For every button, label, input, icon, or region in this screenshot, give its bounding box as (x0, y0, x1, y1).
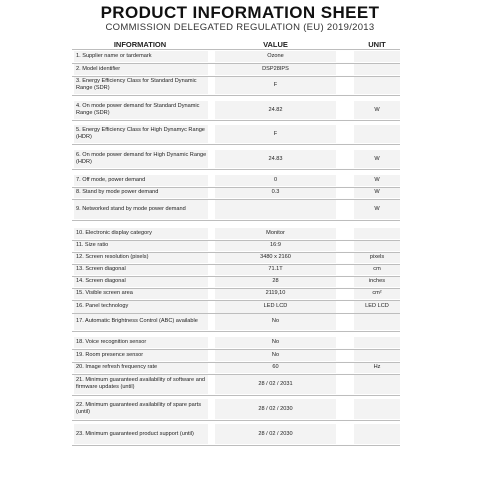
page-subtitle: COMMISSION DELEGATED REGULATION (EU) 2019/2013 (105, 22, 375, 33)
cell-info: 23. Minimum guaranteed product support (until) (74, 424, 208, 444)
row-divider (72, 240, 400, 241)
cell-info: 7. Off mode, power demand (74, 175, 208, 186)
cell-unit: pixels (354, 252, 400, 263)
header-information: INFORMATION (113, 40, 167, 49)
cell-info: 10. Electronic display category (74, 228, 208, 239)
cell-unit (354, 240, 400, 251)
cell-unit (354, 399, 400, 419)
table-row (0, 350, 480, 361)
cell-value: LED LCD (215, 301, 336, 312)
row-divider (72, 120, 400, 121)
table-row (0, 337, 480, 348)
row-divider (72, 349, 400, 350)
row-divider (72, 63, 400, 64)
cell-unit (354, 374, 400, 394)
row-divider (72, 144, 400, 145)
row-divider (72, 252, 400, 253)
cell-info: 18. Voice recognition sensor (74, 337, 208, 348)
table-row (0, 51, 480, 62)
cell-value: 24.82 (215, 101, 336, 119)
header-unit: UNIT (368, 40, 386, 49)
table-row (0, 199, 480, 219)
table-row (0, 276, 480, 287)
cell-value: F (215, 76, 336, 94)
row-divider (72, 220, 400, 221)
table-row (0, 228, 480, 239)
row-divider (72, 288, 400, 289)
cell-unit: W (354, 101, 400, 119)
row-divider (72, 313, 400, 314)
table-row (0, 240, 480, 251)
cell-info: 1. Supplier name or tardemark (74, 51, 208, 62)
cell-unit (354, 64, 400, 75)
cell-info: 12. Screen resolution (pixels) (74, 252, 208, 263)
row-divider (72, 374, 400, 375)
cell-unit: inches (354, 276, 400, 287)
table-row (0, 252, 480, 263)
header-value: VALUE (263, 40, 288, 49)
cell-info: 13. Screen diagonal (74, 264, 208, 275)
row-divider (72, 169, 400, 170)
cell-value: 28 / 02 / 2031 (215, 374, 336, 394)
table-row (0, 301, 480, 312)
cell-value: 28 (215, 276, 336, 287)
cell-unit (354, 125, 400, 143)
cell-unit (354, 51, 400, 62)
cell-unit: W (354, 199, 400, 219)
cell-value: 28 / 02 / 2030 (215, 399, 336, 419)
cell-value: 0 (215, 175, 336, 186)
table-row (0, 76, 480, 94)
cell-value: 71.1T (215, 264, 336, 275)
cell-value: Monitor (215, 228, 336, 239)
cell-value: 60 (215, 362, 336, 373)
cell-info: 20. Image refresh frequency rate (74, 362, 208, 373)
cell-unit (354, 424, 400, 444)
table-row (0, 187, 480, 198)
cell-info: 11. Size ratio (74, 240, 208, 251)
cell-unit: W (354, 187, 400, 198)
cell-info: 21. Minimum guaranteed availability of software and firmware updates (until) (74, 374, 208, 394)
cell-info: 16. Panel technology (74, 301, 208, 312)
cell-value: 16:9 (215, 240, 336, 251)
table-row (0, 64, 480, 75)
cell-value: DSP28IPS (215, 64, 336, 75)
cell-unit (354, 350, 400, 361)
cell-unit: W (354, 150, 400, 168)
cell-unit (354, 76, 400, 94)
cell-unit: Hz (354, 362, 400, 373)
cell-value: No (215, 312, 336, 330)
cell-value: 28 / 02 / 2030 (215, 424, 336, 444)
row-divider (72, 362, 400, 363)
cell-value: 24.83 (215, 150, 336, 168)
cell-value: 0.3 (215, 187, 336, 198)
row-divider (72, 445, 400, 446)
row-divider (72, 187, 400, 188)
cell-unit: LED LCD (354, 301, 400, 312)
cell-value: Ozone (215, 51, 336, 62)
row-divider (72, 264, 400, 265)
cell-info: 19. Room presence sensor (74, 350, 208, 361)
cell-unit: cm (354, 264, 400, 275)
table-row (0, 288, 480, 299)
cell-unit: cm² (354, 288, 400, 299)
cell-info: 5. Energy Efficiency Class for High Dynamyc Range (HDR) (74, 125, 208, 143)
row-divider (72, 199, 400, 200)
cell-value: 3480 x 2160 (215, 252, 336, 263)
row-divider (72, 420, 400, 421)
cell-info: 6. On mode power demand for High Dynamic Range (HDR) (74, 150, 208, 168)
cell-value: No (215, 337, 336, 348)
cell-info: 4. On mode power demand for Standard Dynamic Range (SDR) (74, 101, 208, 119)
cell-info: 8. Stand by mode power demand (74, 187, 208, 198)
cell-unit (354, 312, 400, 330)
cell-unit: W (354, 175, 400, 186)
table-row (0, 312, 480, 330)
table-row (0, 175, 480, 186)
cell-info: 17. Automatic Brightness Control (ABC) available (74, 312, 208, 330)
cell-info: 15. Visible screen area (74, 288, 208, 299)
table-row (0, 424, 480, 444)
row-divider (72, 395, 400, 396)
table-row (0, 150, 480, 168)
cell-info: 3. Energy Efficiency Class for Standard Dynamic Range (SDR) (74, 76, 208, 94)
row-divider (72, 331, 400, 332)
row-divider (72, 300, 400, 301)
table-row (0, 374, 480, 394)
row-divider (72, 76, 400, 77)
header-divider (72, 49, 400, 50)
cell-unit (354, 337, 400, 348)
cell-value (215, 199, 336, 219)
cell-unit (354, 228, 400, 239)
cell-value: No (215, 350, 336, 361)
table-row (0, 101, 480, 119)
table-row (0, 362, 480, 373)
cell-info: 2. Model identifier (74, 64, 208, 75)
page-title: PRODUCT INFORMATION SHEET (100, 3, 380, 22)
cell-info: 22. Minimum guaranteed availability of spare parts (until) (74, 399, 208, 419)
table-row (0, 125, 480, 143)
row-divider (72, 276, 400, 277)
cell-info: 14. Screen diagonal (74, 276, 208, 287)
cell-info: 9. Networked stand by mode power demand (74, 199, 208, 219)
cell-value: F (215, 125, 336, 143)
table-row (0, 264, 480, 275)
row-divider (72, 95, 400, 96)
cell-value: 2119,10 (215, 288, 336, 299)
table-row (0, 399, 480, 419)
